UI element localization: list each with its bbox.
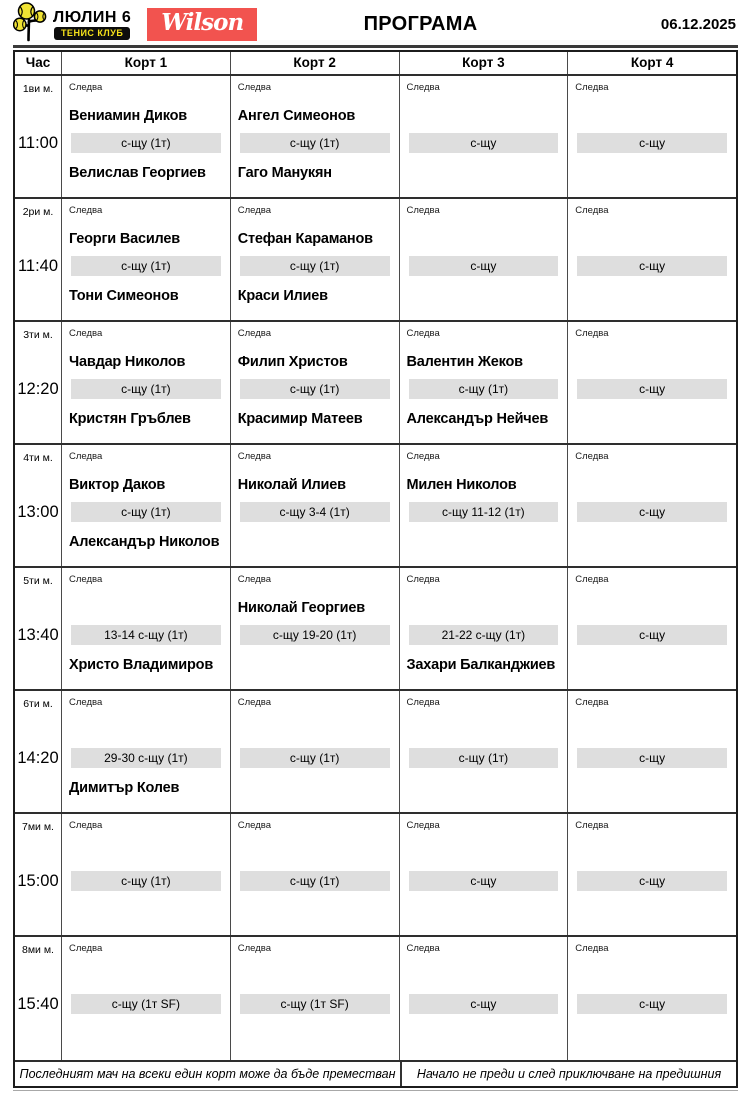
- player1-name: [231, 962, 399, 991]
- next-label: Следва: [237, 820, 271, 831]
- court-cell: [399, 76, 568, 197]
- versus-bar: с-щу (1т): [240, 748, 390, 768]
- player2-name: Захари Балканджиев: [406, 657, 556, 673]
- next-label: Следва: [69, 82, 103, 93]
- next-label: Следва: [575, 820, 609, 831]
- court-cell: [230, 199, 399, 320]
- court-cell: [61, 814, 230, 935]
- column-header-court-1: Корт 1: [61, 52, 230, 74]
- next-label: Следва: [575, 697, 609, 708]
- time-cell: [15, 76, 61, 197]
- court-cell: [399, 199, 568, 320]
- next-label: Следва: [575, 943, 609, 954]
- versus-bar: с-щу: [577, 994, 727, 1014]
- versus-bar-wrap: [231, 376, 399, 402]
- court-cell: [230, 691, 399, 812]
- court-cell: [61, 568, 230, 689]
- player1-name: Валентин Жеков: [406, 353, 523, 370]
- player1-name: [400, 839, 568, 868]
- next-label: Следва: [406, 820, 440, 831]
- versus-bar-wrap: [62, 253, 230, 279]
- player2-name: [62, 1017, 230, 1051]
- versus-bar: с-щу: [409, 256, 559, 276]
- schedule-date: 06.12.2025: [660, 15, 736, 33]
- time-cell: [15, 445, 61, 566]
- match-time: 11:40: [17, 256, 59, 275]
- time-spacer: [15, 593, 61, 622]
- player1-name: [400, 224, 568, 253]
- versus-bar: с-щу (1т): [240, 133, 390, 153]
- versus-bar-wrap: [400, 130, 568, 156]
- player2-name: [62, 894, 230, 928]
- versus-bar: с-щу: [577, 502, 727, 522]
- versus-bar-wrap: [231, 622, 399, 648]
- player2-name: Кристян Гръблев: [69, 411, 191, 427]
- next-label: Следва: [237, 205, 271, 216]
- player2-name: Александър Николов: [69, 534, 220, 550]
- player1-name: [400, 593, 568, 622]
- column-header-time: Час: [25, 55, 51, 70]
- versus-bar: с-щу: [409, 994, 559, 1014]
- versus-bar: с-щу: [577, 748, 727, 768]
- court-cell: [61, 199, 230, 320]
- player1-name: Милен Николов: [406, 476, 517, 493]
- court-cell: [567, 445, 736, 566]
- court-cell: [399, 937, 568, 1060]
- next-label: Следва: [406, 82, 440, 93]
- next-label: Следва: [406, 697, 440, 708]
- court-cell: [567, 199, 736, 320]
- versus-bar: с-щу: [577, 871, 727, 891]
- next-label: Следва: [69, 697, 103, 708]
- versus-bar-wrap: [568, 868, 736, 894]
- match-time: 13:40: [17, 625, 59, 644]
- schedule-row: [15, 691, 736, 814]
- court-cell: [230, 937, 399, 1060]
- match-number: 7ми м.: [22, 821, 54, 833]
- court-cell: [567, 568, 736, 689]
- player1-name: Стефан Караманов: [237, 230, 373, 247]
- court-cell: [230, 568, 399, 689]
- court-cell: [399, 691, 568, 812]
- next-label: Следва: [406, 205, 440, 216]
- schedule-row: [15, 76, 736, 199]
- versus-bar: с-щу (1т): [71, 379, 221, 399]
- player1-name: [62, 593, 230, 622]
- match-time: 12:20: [17, 379, 59, 398]
- versus-bar-wrap: [231, 130, 399, 156]
- versus-bar: с-щу (1т): [71, 502, 221, 522]
- versus-bar: с-щу (1т): [71, 871, 221, 891]
- player2-name: Гаго Манукян: [237, 165, 332, 181]
- versus-bar: с-щу (1т): [71, 256, 221, 276]
- player2-name: [568, 279, 736, 313]
- versus-bar-wrap: [62, 499, 230, 525]
- match-number: 1ви м.: [22, 83, 54, 95]
- versus-bar-wrap: [400, 253, 568, 279]
- versus-bar: с-щу (1т): [240, 871, 390, 891]
- versus-bar-wrap: [231, 868, 399, 894]
- time-cell: [15, 322, 61, 443]
- column-header-court-3: Корт 3: [399, 52, 568, 74]
- versus-bar-wrap: [231, 745, 399, 771]
- versus-bar-wrap: [231, 991, 399, 1017]
- table-body: [15, 76, 736, 1060]
- match-number: 4ти м.: [23, 452, 53, 464]
- versus-bar-wrap: [400, 376, 568, 402]
- player2-name: [231, 648, 399, 682]
- page-header: [13, 6, 738, 42]
- next-label: Следва: [237, 328, 271, 339]
- player2-name: [568, 771, 736, 805]
- player1-name: [568, 839, 736, 868]
- time-cell: [15, 937, 61, 1060]
- versus-bar-wrap: [62, 130, 230, 156]
- player1-name: Георги Василев: [69, 230, 180, 247]
- versus-bar-wrap: [568, 622, 736, 648]
- tennis-ball-tree-icon: [13, 2, 47, 47]
- versus-bar: 21-22 с-щу (1т): [409, 625, 559, 645]
- versus-bar-wrap: [62, 868, 230, 894]
- versus-bar: с-щу: [577, 256, 727, 276]
- next-label: Следва: [406, 574, 440, 585]
- versus-bar-wrap: [231, 253, 399, 279]
- time-spacer: [15, 101, 61, 130]
- court-cell: [567, 691, 736, 812]
- match-number: 6ти м.: [23, 698, 53, 710]
- player2-name: [568, 525, 736, 559]
- versus-bar-wrap: [400, 991, 568, 1017]
- court-cell: [61, 691, 230, 812]
- bottom-shadow-line: [13, 1090, 738, 1091]
- court-cell: [230, 445, 399, 566]
- versus-bar: 29-30 с-щу (1т): [71, 748, 221, 768]
- time-cell: [15, 199, 61, 320]
- versus-bar-wrap: [568, 376, 736, 402]
- next-label: Следва: [69, 451, 103, 462]
- match-time: 14:20: [17, 748, 59, 767]
- court-cell: [230, 322, 399, 443]
- versus-bar-wrap: [231, 499, 399, 525]
- player2-name: [568, 156, 736, 190]
- versus-bar-wrap: [568, 130, 736, 156]
- table-header-row: [15, 52, 736, 76]
- match-number: 5ти м.: [23, 575, 53, 587]
- footer-note-right: Начало не преди и след приключване на предишния: [400, 1062, 736, 1086]
- next-label: Следва: [406, 328, 440, 339]
- versus-bar-wrap: [62, 991, 230, 1017]
- versus-bar: с-щу (1т): [71, 133, 221, 153]
- player1-name: Чавдар Николов: [69, 353, 186, 370]
- versus-bar: с-щу: [577, 625, 727, 645]
- player2-name: [568, 1017, 736, 1051]
- versus-bar-wrap: [568, 253, 736, 279]
- player2-name: Димитър Колев: [69, 780, 180, 796]
- player1-name: [400, 101, 568, 130]
- court-cell: [61, 445, 230, 566]
- time-cell: [15, 814, 61, 935]
- player1-name: [568, 716, 736, 745]
- versus-bar-wrap: [568, 745, 736, 771]
- versus-bar-wrap: [568, 499, 736, 525]
- versus-bar: с-щу (1т): [409, 379, 559, 399]
- player1-name: [568, 593, 736, 622]
- player1-name: Ангел Симеонов: [237, 107, 356, 124]
- next-label: Следва: [575, 328, 609, 339]
- court-cell: [61, 322, 230, 443]
- next-label: Следва: [69, 574, 103, 585]
- next-label: Следва: [69, 328, 103, 339]
- player1-name: [568, 224, 736, 253]
- player2-name: [400, 156, 568, 190]
- court-cell: [399, 445, 568, 566]
- player2-name: [231, 525, 399, 559]
- court-cell: [567, 937, 736, 1060]
- column-header-court-4: Корт 4: [567, 52, 736, 74]
- player1-name: Филип Христов: [237, 353, 348, 370]
- club-subtitle-badge: ТЕНИС КЛУБ: [54, 27, 130, 40]
- match-number: 3ти м.: [23, 329, 53, 341]
- versus-bar-wrap: [62, 376, 230, 402]
- player2-name: Велислав Георгиев: [69, 165, 206, 181]
- time-spacer: [15, 347, 61, 376]
- player2-name: Красимир Матеев: [237, 411, 363, 427]
- schedule-row: [15, 322, 736, 445]
- versus-bar-wrap: [568, 991, 736, 1017]
- match-number: 2ри м.: [22, 206, 54, 218]
- versus-bar: с-щу (1т): [240, 256, 390, 276]
- next-label: Следва: [575, 574, 609, 585]
- time-spacer: [15, 470, 61, 499]
- court-cell: [230, 814, 399, 935]
- next-label: Следва: [575, 82, 609, 93]
- court-cell: [567, 76, 736, 197]
- player1-name: [231, 839, 399, 868]
- versus-bar: с-щу 3-4 (1т): [240, 502, 390, 522]
- match-time: 11:00: [17, 133, 59, 152]
- versus-bar-wrap: [62, 745, 230, 771]
- schedule-row: [15, 568, 736, 691]
- player2-name: [400, 525, 568, 559]
- player1-name: [568, 470, 736, 499]
- player2-name: Христо Владимиров: [69, 657, 214, 673]
- court-cell: [567, 322, 736, 443]
- player1-name: Вениамин Диков: [69, 107, 187, 124]
- next-label: Следва: [406, 943, 440, 954]
- schedule-row: [15, 937, 736, 1060]
- versus-bar: с-щу: [577, 379, 727, 399]
- versus-bar: с-щу (1т): [240, 379, 390, 399]
- player1-name: [62, 716, 230, 745]
- next-label: Следва: [406, 451, 440, 462]
- player1-name: [400, 962, 568, 991]
- versus-bar: с-щу (1т SF): [240, 994, 390, 1014]
- versus-bar: 13-14 с-щу (1т): [71, 625, 221, 645]
- next-label: Следва: [69, 820, 103, 831]
- match-time: 15:00: [17, 871, 59, 890]
- player2-name: [400, 279, 568, 313]
- versus-bar: с-щу 11-12 (1т): [409, 502, 559, 522]
- court-cell: [61, 76, 230, 197]
- time-spacer: [15, 224, 61, 253]
- versus-bar-wrap: [400, 745, 568, 771]
- player2-name: [568, 894, 736, 928]
- table-footer-row: [15, 1060, 736, 1086]
- player1-name: [568, 347, 736, 376]
- next-label: Следва: [237, 697, 271, 708]
- time-cell: [15, 691, 61, 812]
- versus-bar: с-щу (1т): [409, 748, 559, 768]
- schedule-row: [15, 445, 736, 568]
- player2-name: [400, 771, 568, 805]
- court-cell: [399, 322, 568, 443]
- next-label: Следва: [237, 574, 271, 585]
- footer-note-left: Последният мач на всеки един корт може да бъде преместван: [19, 1067, 396, 1081]
- player1-name: Николай Илиев: [237, 476, 346, 493]
- next-label: Следва: [237, 451, 271, 462]
- next-label: Следва: [69, 205, 103, 216]
- court-cell: [567, 814, 736, 935]
- versus-bar: с-щу (1т SF): [71, 994, 221, 1014]
- versus-bar-wrap: [400, 868, 568, 894]
- club-logo: [13, 2, 131, 47]
- player1-name: [568, 101, 736, 130]
- player2-name: [231, 771, 399, 805]
- court-cell: [61, 937, 230, 1060]
- match-time: 15:40: [17, 994, 59, 1013]
- next-label: Следва: [575, 451, 609, 462]
- player2-name: Тони Симеонов: [69, 288, 179, 304]
- player2-name: [231, 1017, 399, 1051]
- player1-name: [62, 839, 230, 868]
- versus-bar-wrap: [400, 499, 568, 525]
- versus-bar: с-щу: [577, 133, 727, 153]
- wilson-sponsor-logo: Wilson: [147, 8, 257, 41]
- next-label: Следва: [237, 82, 271, 93]
- match-time: 13:00: [17, 502, 59, 521]
- next-label: Следва: [575, 205, 609, 216]
- player2-name: [400, 1017, 568, 1051]
- versus-bar: с-щу 19-20 (1т): [240, 625, 390, 645]
- schedule-table: [13, 50, 738, 1088]
- time-cell: [15, 568, 61, 689]
- versus-bar-wrap: [62, 622, 230, 648]
- club-name: ЛЮЛИН 6: [53, 8, 132, 26]
- player1-name: [568, 962, 736, 991]
- next-label: Следва: [237, 943, 271, 954]
- versus-bar-wrap: [400, 622, 568, 648]
- player1-name: Николай Георгиев: [237, 599, 365, 616]
- player2-name: Краси Илиев: [237, 288, 328, 304]
- court-cell: [230, 76, 399, 197]
- player2-name: Александър Нейчев: [406, 411, 549, 427]
- next-label: Следва: [69, 943, 103, 954]
- match-number: 8ми м.: [22, 944, 54, 956]
- player1-name: Виктор Даков: [69, 476, 166, 493]
- column-header-court-2: Корт 2: [230, 52, 399, 74]
- player2-name: [568, 402, 736, 436]
- time-spacer: [15, 716, 61, 745]
- player2-name: [568, 648, 736, 682]
- player2-name: [400, 894, 568, 928]
- player2-name: [231, 894, 399, 928]
- player1-name: [400, 716, 568, 745]
- court-cell: [399, 814, 568, 935]
- player1-name: [62, 962, 230, 991]
- schedule-row: [15, 814, 736, 937]
- time-spacer: [15, 839, 61, 868]
- page-title: ПРОГРАМА: [363, 12, 478, 35]
- versus-bar: с-щу: [409, 871, 559, 891]
- schedule-row: [15, 199, 736, 322]
- time-spacer: [15, 962, 61, 991]
- court-cell: [399, 568, 568, 689]
- versus-bar: с-щу: [409, 133, 559, 153]
- player1-name: [231, 716, 399, 745]
